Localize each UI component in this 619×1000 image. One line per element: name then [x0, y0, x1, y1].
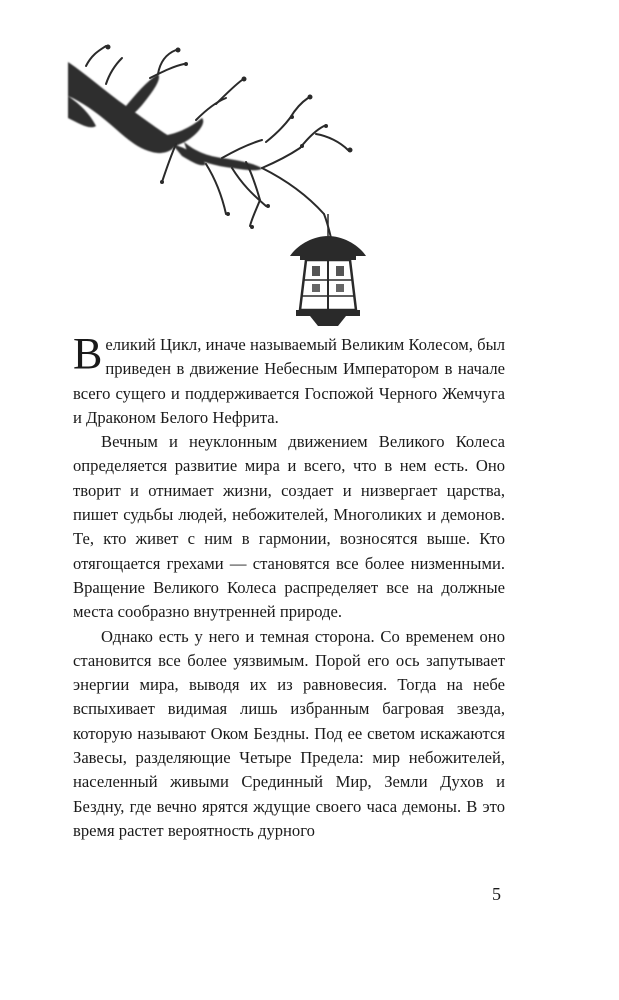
drop-cap: В — [73, 329, 103, 378]
branch — [68, 62, 262, 170]
paragraph-1-text: еликий Цикл, иначе называемый Великим Колесом, был приведен в движение Небесным Императором в начале всего сущего и поддерживается Госпожой Черного Жемчуга и Драконом Белого Нефрита. — [73, 335, 505, 427]
body-text — [73, 329, 505, 843]
page-number: 5 — [492, 884, 501, 904]
twigs — [86, 46, 348, 242]
lantern — [290, 236, 366, 326]
branch-with-lantern-icon — [66, 44, 406, 334]
paragraph-3: Однако есть у него и темная сторона. Со временем оно становится все более уязвимым. Порой его ось запутывает энергии мира, выводя их из равновесия. Тогда на небе вспыхивает видимая лишь избранным багровая звезда, которую называют Оком Бездны. Под ее светом искажаются Завесы, разделяющие Четыре Предела: мир небожителей, населенный живыми Срединный Мир, Земли Духов и Бездну, где вечно ярятся ждущие своего часа демоны. В это время растет вероятность дурного — [73, 626, 505, 840]
paragraph-1 — [73, 329, 505, 430]
paragraph-2: Вечным и неуклонным движением Великого Колеса определяется развитие мира и всего, что в нем есть. Оно творит и отнимает жизни, создает и низвергает царства, пишет судьбы людей, небожителей, Многоликих и демонов. Те, кто живет с ним в гармонии, возносятся выше. Кто отягощается грехами — становятся все более низменными. Вращение Великого Колеса распределяет все на должные места сообразно внутренней природе. — [73, 432, 505, 622]
